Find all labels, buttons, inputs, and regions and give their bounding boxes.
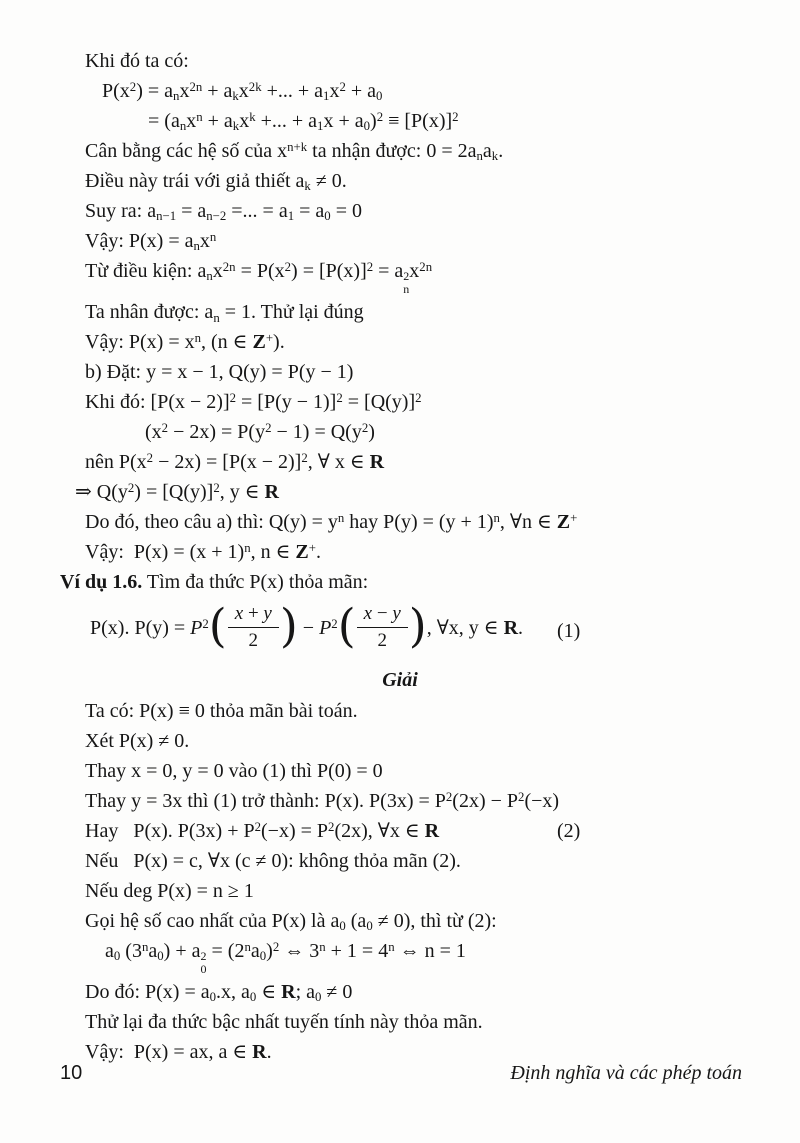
page-footer bbox=[60, 1062, 742, 1085]
text-line: Nếu P(x) = c, ∀x (c ≠ 0): không thỏa mãn (2). bbox=[85, 849, 461, 872]
text-line: Vậy: $P(x) = x^n$, (n ∈ Z+). bbox=[85, 331, 285, 354]
text-line: $a_0$ $(3^na_0) + a$ 2 0 = $(2^na_0)^2$ ⇔ $3^n + 1 = 4^n$ ⇔ n = 1 bbox=[105, 939, 466, 976]
document-body bbox=[60, 46, 740, 1067]
text-line: Do đó, theo câu a) thì: $Q(y) = y^n$ hay $P(y) = (y + 1)^n$, ∀n ∈ Z+ bbox=[85, 511, 578, 534]
text-line: Thay y = 3x thì (1) trở thành: P(x). $P(3x) = P^2(2x) - P^2(-x)$ bbox=[85, 789, 560, 812]
text-line: Xét P(x) ≠ 0. bbox=[85, 729, 190, 752]
text-line: Vậy: P(x) = ax, a ∈ R. bbox=[85, 1041, 272, 1064]
text-line: Thử lại đa thức bậc nhất tuyến tính này thỏa mãn. bbox=[85, 1011, 483, 1034]
text-line: Gọi hệ số cao nhất của P(x) là $a_0$ $(a_0 \ne 0)$, thì từ (2): bbox=[85, 909, 497, 934]
text-line: Khi đó: $[P(x - 2)]^2 = [P(y - 1)]^2 = [Q(y)]^2$ bbox=[85, 391, 422, 414]
text-line: $(x^2 - 2x) = P(y^2 - 1) = Q(y^2)$ bbox=[145, 421, 375, 444]
equation-number: (1) bbox=[557, 619, 581, 642]
text-line: Nếu deg P(x) = n ≥ 1 bbox=[85, 879, 254, 902]
text-line: ⇒ $Q(y^2) = [Q(y)]^2$, y ∈ R bbox=[75, 481, 279, 504]
text-line: Điều này trái với giả thiết $a_k \ne 0$. bbox=[85, 170, 347, 194]
text-line: Thay x = 0, y = 0 vào (1) thì P(0) = 0 bbox=[85, 759, 383, 782]
text-line: Vậy: $P(x) = a_nx^n$ bbox=[85, 229, 217, 254]
text-line: Vậy: $P(x) = (x + 1)^n$, n ∈ Z+. bbox=[85, 541, 321, 564]
big-paren: ) bbox=[279, 598, 298, 653]
text-line: Khi đó ta có: bbox=[85, 50, 189, 72]
equation-number: (2) bbox=[557, 819, 581, 842]
text-line: Hay P(x). $P(3x) + P^2(-x) = P^2(2x)$, ∀x ∈ R (2) bbox=[85, 816, 740, 846]
stacked-supsub: 2 n bbox=[403, 269, 410, 296]
page-number: 10 bbox=[60, 1062, 83, 1084]
text-line: P(x). $P(y) = P^2$( $\frac{x + y}{2}$ ) − $P^2$( $\frac{x - y}{2}$ ), ∀x, y ∈ R. (1) bbox=[90, 598, 581, 653]
big-paren: ( bbox=[337, 598, 356, 653]
big-paren: ) bbox=[408, 598, 427, 653]
text-line: Cân bằng các hệ số của $x^{n+k}$ ta nhận được: $0 = 2a_na_k$. bbox=[85, 139, 504, 164]
text-line: b) Đặt: y = x − 1, Q(y) = P(y − 1) bbox=[85, 361, 354, 384]
text-line: Từ điều kiện: $a_nx^{2n} = P(x^2) = [P(x)]^2 = a$ 2 n $x^{2n}$ bbox=[85, 259, 433, 296]
fraction: $\frac{x + y}{2}$ bbox=[228, 603, 279, 652]
text-line: nên $P(x^2 - 2x) = [P(x - 2)]^2$, ∀ x ∈ R bbox=[85, 451, 385, 474]
big-paren: ( bbox=[208, 598, 227, 653]
text-line: Ta có: P(x) ≡ 0 thỏa mãn bài toán. bbox=[85, 699, 358, 722]
footer-section-title: Định nghĩa và các phép toán bbox=[510, 1062, 742, 1084]
text-line: Ta nhân được: $a_n = 1$. Thử lại đúng bbox=[85, 301, 364, 325]
text-line: Ví dụ 1.6. Tìm đa thức P(x) thỏa mãn: bbox=[60, 571, 369, 594]
text-line: $P(x^2) = a_nx^{2n} + a_kx^{2k}$ +... + $a_1x^2 + a_0$ bbox=[102, 79, 383, 104]
stacked-supsub: 2 0 bbox=[200, 949, 207, 976]
text-line: = ($a_nx^n + a_kx^k$ +... + $a_1x + a_0)^2 \equiv [P(x)]^2$ bbox=[148, 109, 459, 134]
fraction: $\frac{x - y}{2}$ bbox=[357, 603, 408, 652]
text-line: Suy ra: $a_{n-1} = a_{n-2}$ =... = $a_1 = a_0 = 0$ bbox=[85, 200, 362, 224]
text-line: Do đó: $P(x) = a_0.x$, $a_0$ ∈ R; $a_0 \ne 0$ bbox=[85, 981, 353, 1005]
text-line: Giải bbox=[382, 668, 418, 691]
